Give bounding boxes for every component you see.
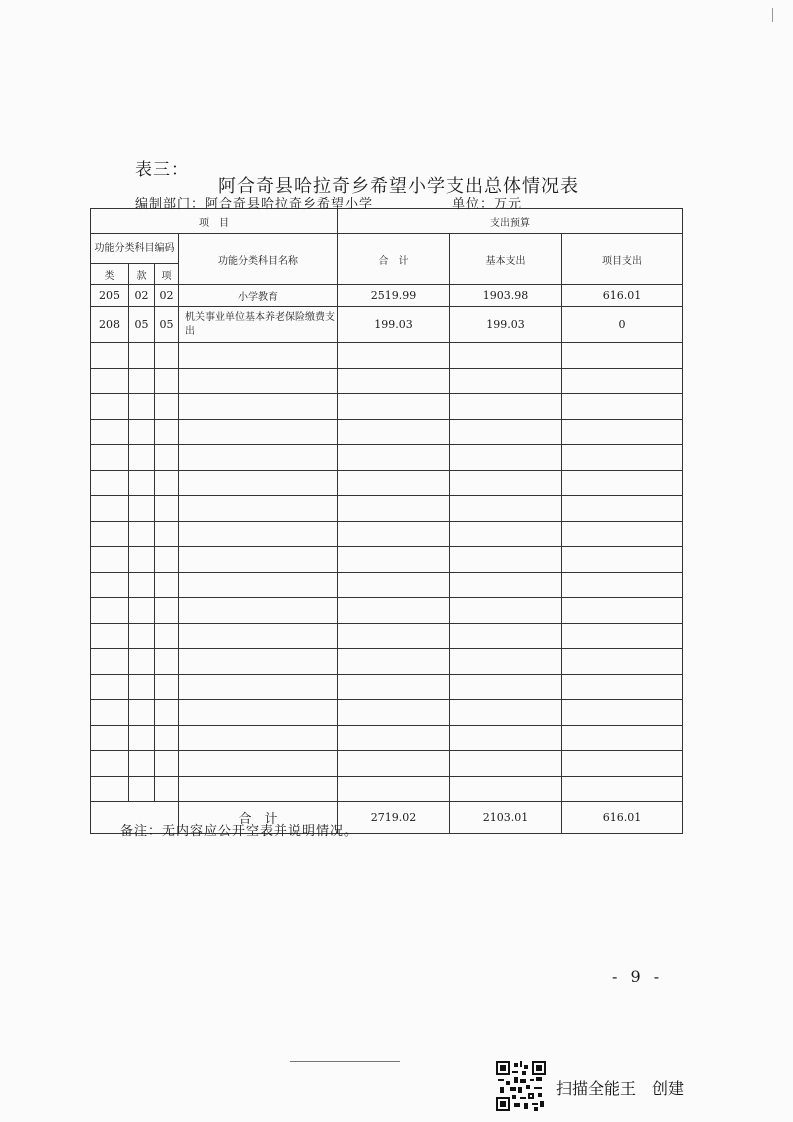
project-header: 项目支出 — [562, 234, 683, 285]
empty-cell — [179, 700, 338, 726]
empty-cell — [450, 649, 562, 675]
empty-cell — [155, 624, 179, 649]
empty-cell — [562, 598, 683, 624]
corner-mark — [772, 8, 773, 22]
empty-cell — [338, 369, 450, 394]
empty-cell — [129, 700, 155, 726]
empty-cell — [155, 496, 179, 522]
note: 备注：无内容应公开空表并说明情况。 — [120, 824, 359, 839]
empty-cell — [562, 471, 683, 496]
empty-cell — [179, 522, 338, 547]
empty-cell — [129, 394, 155, 420]
table-row — [91, 285, 683, 307]
blank-rows — [91, 343, 683, 802]
empty-cell — [91, 573, 129, 598]
empty-cell — [450, 394, 562, 420]
empty-cell — [450, 369, 562, 394]
empty-cell — [155, 394, 179, 420]
empty-cell — [179, 343, 338, 369]
empty-cell — [562, 573, 683, 598]
empty-cell — [179, 649, 338, 675]
empty-table-row — [91, 394, 683, 420]
empty-cell — [155, 471, 179, 496]
empty-cell — [562, 777, 683, 802]
empty-cell — [450, 471, 562, 496]
basic-cell: 1903.98 — [450, 285, 562, 307]
empty-cell — [562, 420, 683, 445]
code-header: 功能分类科目编码 — [91, 234, 179, 264]
empty-cell — [338, 573, 450, 598]
empty-cell — [338, 420, 450, 445]
empty-cell — [91, 751, 129, 777]
empty-cell — [450, 496, 562, 522]
empty-cell — [338, 445, 450, 471]
kuan-header: 款 — [129, 264, 155, 285]
total-header: 合 计 — [338, 234, 450, 285]
empty-cell — [338, 522, 450, 547]
empty-cell — [155, 420, 179, 445]
total-cell: 199.03 — [338, 307, 450, 343]
empty-table-row — [91, 343, 683, 369]
empty-cell — [91, 394, 129, 420]
empty-cell — [562, 751, 683, 777]
empty-table-row — [91, 700, 683, 726]
empty-cell — [129, 547, 155, 573]
empty-cell — [450, 624, 562, 649]
empty-cell — [562, 522, 683, 547]
name-cell: 机关事业单位基本养老保险缴费支出 — [179, 307, 338, 343]
empty-cell — [129, 522, 155, 547]
empty-cell — [155, 547, 179, 573]
empty-cell — [129, 496, 155, 522]
scanner-watermark: 扫描全能王 创建 — [556, 1079, 685, 1098]
empty-cell — [129, 598, 155, 624]
empty-table-row — [91, 573, 683, 598]
empty-cell — [155, 598, 179, 624]
empty-cell — [562, 394, 683, 420]
empty-cell — [91, 420, 129, 445]
table-header-row — [91, 234, 683, 264]
kuan-cell: 05 — [129, 307, 155, 343]
empty-cell — [338, 726, 450, 751]
empty-cell — [562, 496, 683, 522]
empty-cell — [179, 369, 338, 394]
lei-header: 类 — [91, 264, 129, 285]
empty-cell — [155, 343, 179, 369]
empty-cell — [91, 547, 129, 573]
empty-table-row — [91, 547, 683, 573]
empty-cell — [179, 496, 338, 522]
unit-line: 单位：万元 — [452, 197, 523, 212]
table-label: 表三： — [135, 160, 189, 180]
empty-cell — [562, 675, 683, 700]
empty-table-row — [91, 624, 683, 649]
empty-cell — [91, 343, 129, 369]
empty-cell — [129, 777, 155, 802]
kuan-cell: 02 — [129, 285, 155, 307]
empty-cell — [338, 649, 450, 675]
bottom-rule — [290, 1061, 400, 1062]
summary-project: 616.01 — [562, 802, 683, 834]
empty-cell — [129, 624, 155, 649]
empty-cell — [129, 573, 155, 598]
empty-cell — [91, 496, 129, 522]
empty-cell — [179, 777, 338, 802]
empty-cell — [338, 598, 450, 624]
empty-cell — [91, 471, 129, 496]
expenditure-table — [90, 208, 683, 834]
summary-total: 2719.02 — [338, 802, 450, 834]
empty-cell — [450, 445, 562, 471]
empty-cell — [155, 751, 179, 777]
empty-table-row — [91, 522, 683, 547]
empty-cell — [155, 445, 179, 471]
project-cell: 616.01 — [562, 285, 683, 307]
empty-cell — [129, 369, 155, 394]
empty-cell — [129, 343, 155, 369]
empty-cell — [129, 726, 155, 751]
empty-cell — [91, 598, 129, 624]
empty-cell — [338, 624, 450, 649]
empty-cell — [450, 675, 562, 700]
empty-cell — [450, 420, 562, 445]
empty-cell — [179, 624, 338, 649]
empty-cell — [91, 700, 129, 726]
empty-cell — [129, 420, 155, 445]
name-header: 功能分类科目名称 — [179, 234, 338, 285]
empty-cell — [91, 777, 129, 802]
empty-cell — [179, 573, 338, 598]
lei-cell: 208 — [91, 307, 129, 343]
summary-label: 合 计 — [179, 802, 338, 834]
empty-cell — [562, 624, 683, 649]
empty-cell — [450, 700, 562, 726]
empty-cell — [338, 471, 450, 496]
page-number: - 9 - — [612, 967, 664, 986]
empty-cell — [179, 726, 338, 751]
lei-cell: 205 — [91, 285, 129, 307]
empty-table-row — [91, 445, 683, 471]
empty-cell — [179, 394, 338, 420]
empty-cell — [155, 675, 179, 700]
empty-cell — [129, 675, 155, 700]
empty-table-row — [91, 649, 683, 675]
empty-cell — [155, 522, 179, 547]
empty-table-row — [91, 751, 683, 777]
table-row — [91, 307, 683, 343]
empty-cell — [91, 726, 129, 751]
empty-table-row — [91, 496, 683, 522]
empty-cell — [129, 445, 155, 471]
xiang-header: 项 — [155, 264, 179, 285]
empty-cell — [179, 420, 338, 445]
empty-cell — [562, 343, 683, 369]
empty-cell — [450, 522, 562, 547]
basic-header: 基本支出 — [450, 234, 562, 285]
empty-table-row — [91, 471, 683, 496]
empty-cell — [155, 777, 179, 802]
empty-cell — [179, 675, 338, 700]
empty-cell — [155, 369, 179, 394]
empty-cell — [450, 547, 562, 573]
empty-cell — [562, 547, 683, 573]
empty-cell — [338, 394, 450, 420]
empty-cell — [155, 726, 179, 751]
summary-basic: 2103.01 — [450, 802, 562, 834]
empty-cell — [129, 471, 155, 496]
empty-cell — [179, 751, 338, 777]
empty-cell — [179, 547, 338, 573]
qr-code-icon — [496, 1061, 546, 1111]
empty-cell — [129, 649, 155, 675]
empty-cell — [450, 573, 562, 598]
xiang-cell: 05 — [155, 307, 179, 343]
empty-cell — [450, 726, 562, 751]
basic-cell: 199.03 — [450, 307, 562, 343]
empty-table-row — [91, 675, 683, 700]
empty-cell — [338, 751, 450, 777]
empty-cell — [91, 649, 129, 675]
empty-table-row — [91, 369, 683, 394]
empty-cell — [155, 700, 179, 726]
total-cell: 2519.99 — [338, 285, 450, 307]
empty-cell — [155, 573, 179, 598]
empty-cell — [450, 343, 562, 369]
empty-cell — [338, 675, 450, 700]
page-title: 阿合奇县哈拉奇乡希望小学支出总体情况表 — [218, 176, 579, 197]
empty-cell — [129, 751, 155, 777]
xiang-cell: 02 — [155, 285, 179, 307]
empty-cell — [338, 777, 450, 802]
name-cell: 小学教育 — [179, 285, 338, 307]
empty-cell — [91, 675, 129, 700]
empty-table-row — [91, 777, 683, 802]
empty-cell — [450, 751, 562, 777]
empty-cell — [91, 445, 129, 471]
empty-cell — [179, 471, 338, 496]
item-group-header: 项 目 — [91, 209, 338, 234]
empty-cell — [562, 445, 683, 471]
project-cell: 0 — [562, 307, 683, 343]
empty-cell — [450, 598, 562, 624]
empty-cell — [179, 598, 338, 624]
empty-table-row — [91, 726, 683, 751]
empty-cell — [91, 522, 129, 547]
empty-cell — [91, 369, 129, 394]
empty-cell — [562, 369, 683, 394]
empty-cell — [562, 649, 683, 675]
empty-cell — [338, 343, 450, 369]
empty-cell — [450, 777, 562, 802]
empty-cell — [338, 547, 450, 573]
budget-group-header: 支出预算 — [338, 209, 683, 234]
empty-cell — [338, 496, 450, 522]
department-line: 编制部门：阿合奇县哈拉奇乡希望小学 — [135, 197, 374, 212]
empty-cell — [155, 649, 179, 675]
empty-cell — [562, 700, 683, 726]
empty-table-row — [91, 420, 683, 445]
empty-cell — [179, 445, 338, 471]
empty-cell — [91, 624, 129, 649]
empty-table-row — [91, 598, 683, 624]
empty-cell — [562, 726, 683, 751]
empty-cell — [338, 700, 450, 726]
table-group-header-row — [91, 209, 683, 234]
